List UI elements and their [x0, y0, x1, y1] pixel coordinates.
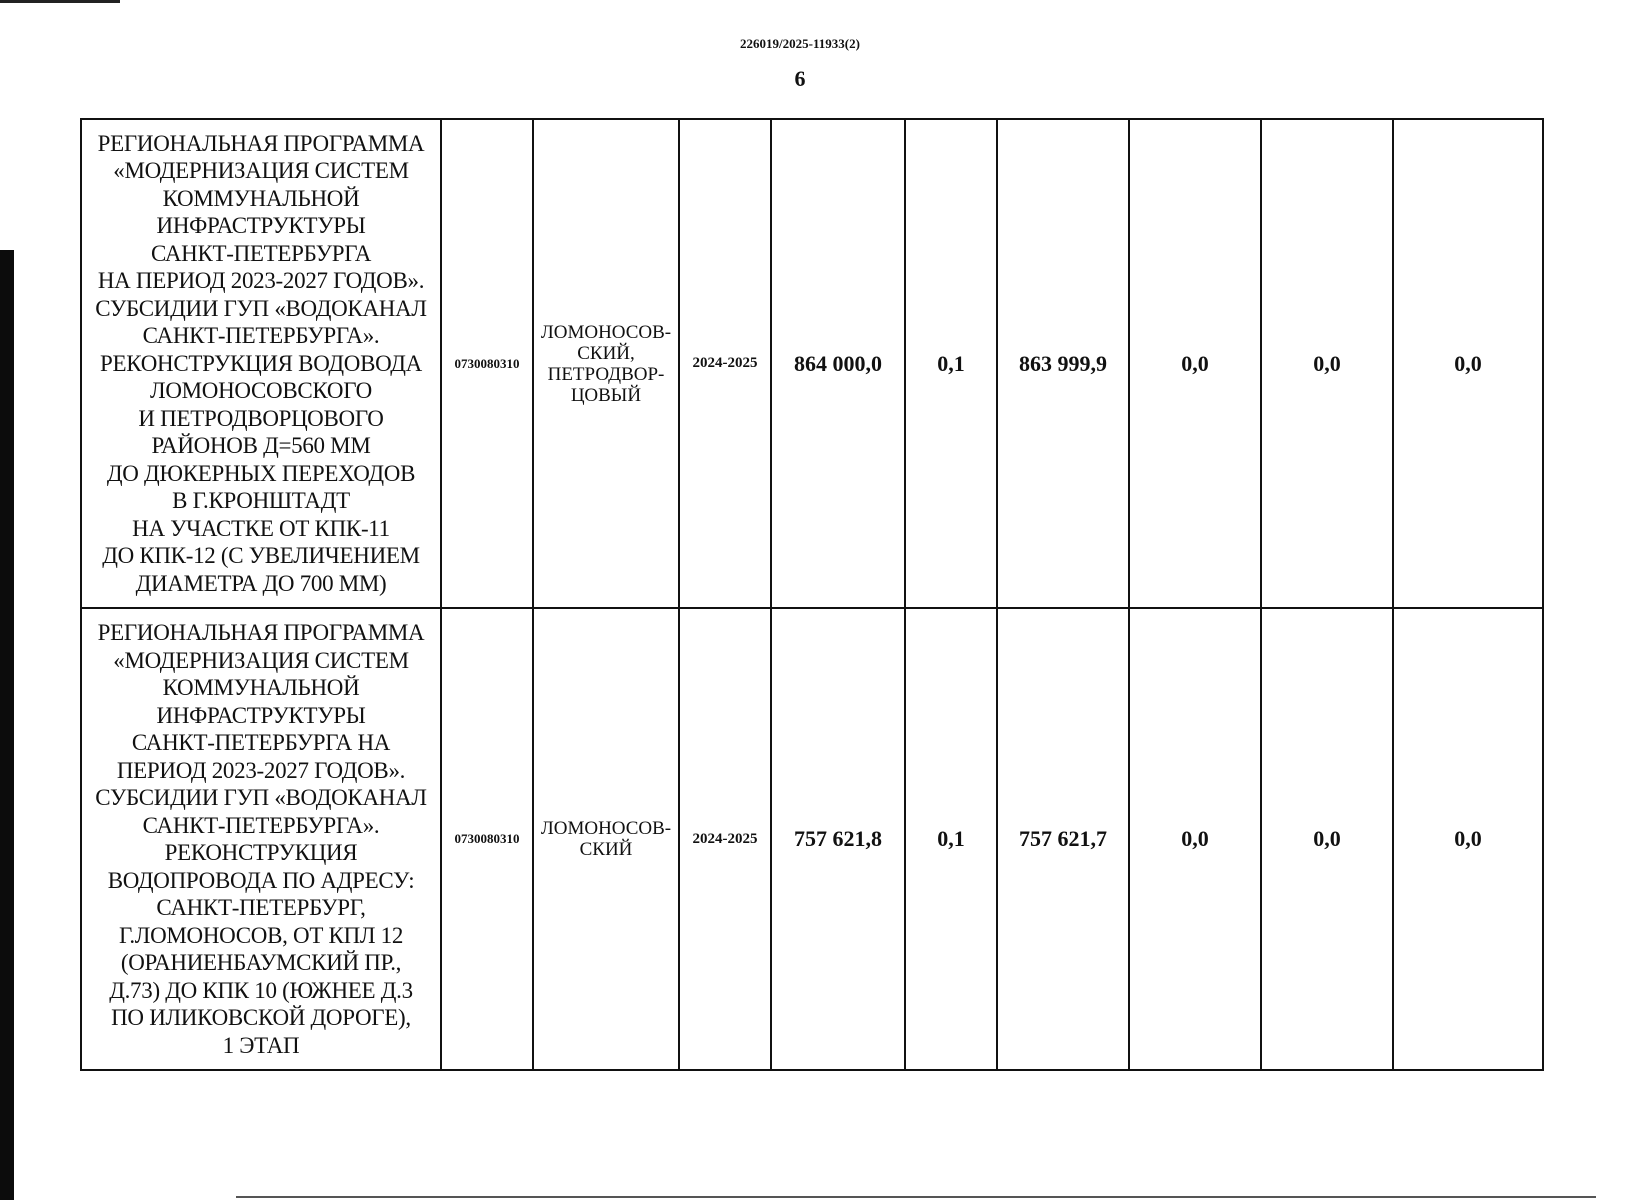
program-name-line: «МОДЕРНИЗАЦИЯ СИСТЕМ [113, 647, 409, 673]
program-name-line: САНКТ-ПЕТЕРБУРГА». [142, 812, 380, 838]
program-name-line: В Г.КРОНШТАДТ [172, 488, 350, 514]
district-cell [533, 119, 679, 608]
program-name-line: КОММУНАЛЬНОЙ [162, 675, 360, 700]
program-name-line: ИНФРАСТРУКТУРЫ [156, 213, 366, 239]
budget-table [80, 118, 1544, 1071]
amount-cell: 757 621,7 [997, 608, 1129, 1070]
program-name-cell [81, 119, 441, 608]
amount-cell: 0,0 [1129, 119, 1261, 608]
program-name-line: САНКТ-ПЕТЕРБУРГА [150, 240, 372, 266]
program-name-line: «МОДЕРНИЗАЦИЯ СИСТЕМ [113, 158, 409, 184]
district-line: ЛОМОНОСОВ- [540, 818, 672, 839]
program-name-line: И ПЕТРОДВОРЦОВОГО [138, 405, 384, 431]
program-name-cell [81, 608, 441, 1070]
program-name-line: ЛОМОНОСОВСКОГО [150, 378, 372, 404]
program-name-line: РЕКОНСТРУКЦИЯ ВОДОВОДА [100, 350, 422, 376]
budget-code-cell: 0730080310 [441, 608, 533, 1070]
scan-artifact-left-edge [0, 250, 14, 1200]
program-name-line: Г.ЛОМОНОСОВ, ОТ КПЛ 12 [118, 922, 404, 948]
document-number: 226019/2025-11933(2) [740, 36, 860, 51]
program-name-line: Д.73) ДО КПК 10 (ЮЖНЕЕ Д.3 [109, 977, 413, 1003]
program-name-line: НА УЧАСТКЕ ОТ КПК-11 [132, 515, 390, 541]
amount-cell: 0,0 [1393, 119, 1543, 608]
program-name-line: РЕКОНСТРУКЦИЯ [164, 840, 358, 865]
amount-cell: 0,1 [905, 608, 997, 1070]
scan-artifact-top [0, 0, 120, 3]
program-name-line: ДО ДЮКЕРНЫХ ПЕРЕХОДОВ [106, 460, 416, 486]
program-name-line: СУБСИДИИ ГУП «ВОДОКАНАЛ [95, 785, 427, 810]
table-row [81, 119, 1543, 608]
program-name-line: ИНФРАСТРУКТУРЫ [156, 702, 366, 728]
program-name-line: САНКТ-ПЕТЕРБУРГ, [156, 895, 366, 920]
program-name-line: ВОДОПРОВОДА ПО АДРЕСУ: [107, 867, 415, 893]
program-name-line: СУБСИДИИ ГУП «ВОДОКАНАЛ [95, 295, 427, 321]
amount-cell: 0,0 [1129, 608, 1261, 1070]
program-name-line: РЕГИОНАЛЬНАЯ ПРОГРАММА [97, 130, 425, 156]
district-line: ПЕТРОДВОР- [547, 363, 665, 385]
amount-cell: 0,0 [1261, 608, 1393, 1070]
total-amount-cell: 757 621,8 [771, 608, 905, 1070]
program-name-line: САНКТ-ПЕТЕРБУРГА». [142, 323, 380, 349]
district-line: ЦОВЫЙ [570, 384, 642, 406]
program-name-line: САНКТ-ПЕТЕРБУРГА НА [131, 730, 391, 755]
program-name-line: НА ПЕРИОД 2023-2027 ГОДОВ». [97, 268, 425, 294]
district-cell [533, 608, 679, 1070]
period-cell: 2024-2025 [679, 119, 771, 608]
amount-cell: 0,0 [1261, 119, 1393, 608]
budget-code-cell: 0730080310 [441, 119, 533, 608]
amount-cell: 0,0 [1393, 608, 1543, 1070]
table-row [81, 608, 1543, 1070]
page-number: 6 [794, 66, 806, 91]
amount-cell: 863 999,9 [997, 119, 1129, 608]
program-name-line: ПЕРИОД 2023-2027 ГОДОВ». [116, 757, 406, 783]
program-name-line: ПО ИЛИКОВСКОЙ ДОРОГЕ), [111, 1005, 411, 1030]
program-name-line: ДИАМЕТРА ДО 700 ММ) [135, 570, 387, 596]
district-line: СКИЙ, [577, 342, 635, 364]
program-name-line: РЕГИОНАЛЬНАЯ ПРОГРАММА [97, 620, 425, 645]
program-name-line: РАЙОНОВ Д=560 ММ [151, 433, 371, 459]
program-name-line: КОММУНАЛЬНОЙ [162, 185, 360, 211]
amount-cell: 0,1 [905, 119, 997, 608]
district-line: ЛОМОНОСОВ- [540, 321, 672, 343]
program-name-line: (ОРАНИЕНБАУМСКИЙ ПР., [120, 950, 402, 975]
district-line: СКИЙ [579, 839, 633, 860]
program-name-line: 1 ЭТАП [222, 1032, 300, 1058]
scan-artifact-bottom-rule [236, 1196, 1596, 1198]
program-name-line: ДО КПК-12 (С УВЕЛИЧЕНИЕМ [102, 543, 420, 569]
total-amount-cell: 864 000,0 [771, 119, 905, 608]
period-cell: 2024-2025 [679, 608, 771, 1070]
